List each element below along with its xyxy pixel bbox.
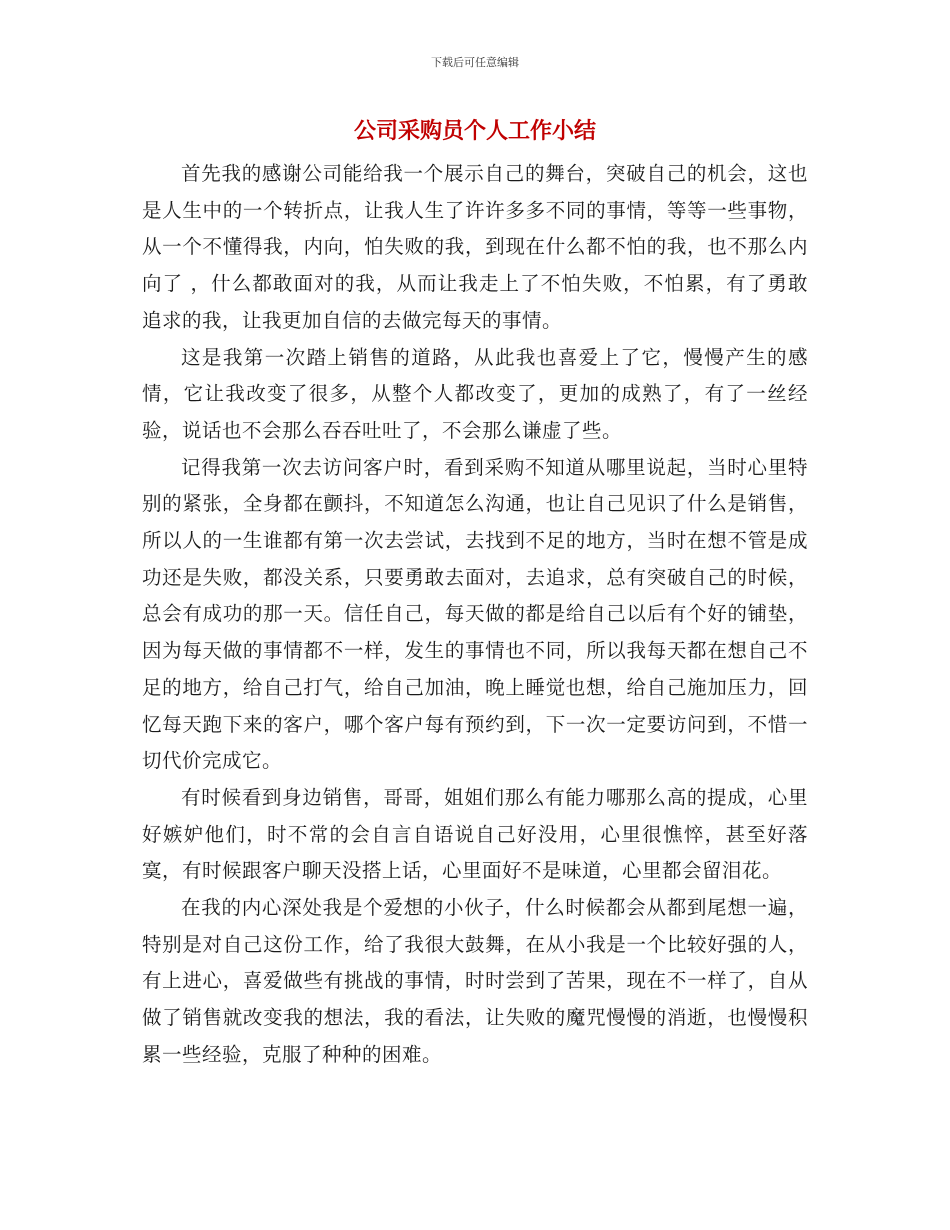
- document-body: [142, 156, 808, 1074]
- document-title: 公司采购员个人工作小结: [353, 119, 596, 144]
- paragraph-2: 这是我第一次踏上销售的道路，从此我也喜爱上了它，慢慢产生的感情，它让我改变了很多，从整个人都改变了，更加的成熟了，有了一丝经验，说话也不会那么吞吞吐吐了，不会那么谦虚了些。: [142, 345, 808, 442]
- header-note: 下载后可任意编辑: [431, 56, 519, 69]
- paragraph-5: 在我的内心深处我是个爱想的小伙子，什么时候都会从都到尾想一遍，特别是对自己这份工作，给了我很大鼓舞，在从小我是一个比较好强的人，有上进心，喜爱做些有挑战的事情，时时尝到了苦果，现在不一样了，自从做了销售就改变我的想法，我的看法，让失败的魔咒慢慢的消逝，也慢慢积累一些经验，克服了种种的困难。: [142, 896, 808, 1066]
- paragraph-1: 首先我的感谢公司能给我一个展示自己的舞台，突破自己的机会，这也是人生中的一个转折点，让我人生了许许多多不同的事情，等等一些事物，从一个不懂得我，内向，怕失败的我，到现在什么都不怕的我，也不那么内向了 ，什么都敢面对的我，从而让我走上了不怕失败，不怕累，有了勇敢追求的我，让我更加自信的去做完每天的事情。: [142, 162, 808, 332]
- paragraph-4: 有时候看到身边销售，哥哥，姐姐们那么有能力哪那么高的提成，心里好嫉妒他们，时不常的会自言自语说自己好没用，心里很憔悴，甚至好落寞，有时候跟客户聊天没搭上话，心里面好不是味道，心里都会留泪花。: [142, 785, 808, 883]
- paragraph-3: 记得我第一次去访问客户时，看到采购不知道从哪里说起，当时心里特别的紧张，全身都在颤抖，不知道怎么沟通，也让自己见识了什么是销售，所以人的一生谁都有第一次去尝试，去找到不足的地方，当时在想不管是成功还是失败，都没关系，只要勇敢去面对，去追求，总有突破自己的时候，总会有成功的那一天。信任自己，每天做的都是给自己以后有个好的铺垫，因为每天做的事情都不一样，发生的事情也不同，所以我每天都在想自己不足的地方，给自己打气，给自己加油，晚上睡觉也想，给自己施加压力，回忆每天跑下来的客户，哪个客户每有预约到，下一次一定要访问到，不惜一切代价完成它。: [142, 455, 808, 773]
